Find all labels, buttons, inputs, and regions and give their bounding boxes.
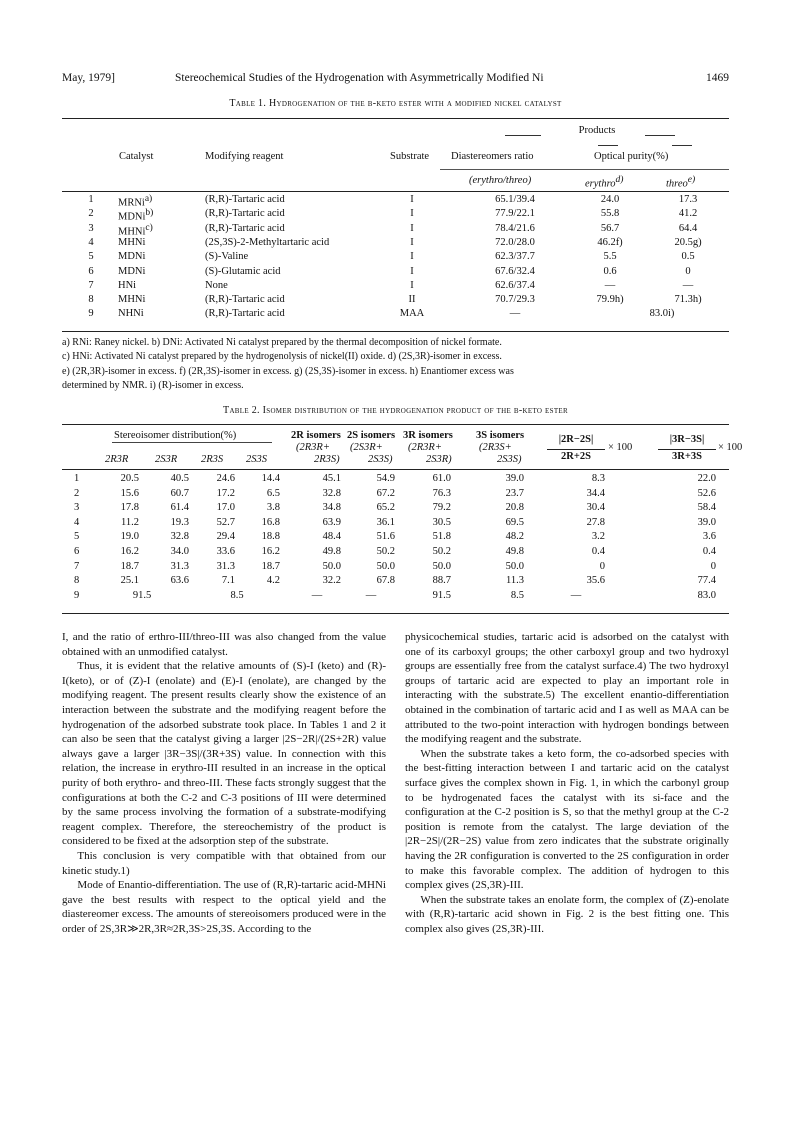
table1-subhead-rule <box>440 169 729 170</box>
erythro-cell: 0.6 <box>603 265 617 277</box>
col-2r-isomers-c: 2R3S) <box>314 454 340 465</box>
catalyst-cell: MDNi <box>118 251 146 263</box>
value-cell: 36.1 <box>376 516 395 528</box>
ratio2-bar <box>658 449 716 450</box>
threo-cell: 0.5 <box>681 251 695 263</box>
value-cell: 18.7 <box>120 560 139 572</box>
modifier-cell: (R,R)-Tartaric acid <box>205 308 285 320</box>
value-cell: 35.6 <box>586 575 605 587</box>
modifier-cell: (R,R)-Tartaric acid <box>205 222 285 234</box>
value-cell: 20.5 <box>120 473 139 484</box>
value-cell: 63.9 <box>322 516 341 528</box>
ratio2-numerator: |3R−3S| <box>669 434 705 445</box>
value-cell: 32.2 <box>322 575 341 587</box>
value-cell: — <box>365 589 377 601</box>
value-cell: 0 <box>710 560 716 572</box>
table1-bottom-rule <box>62 331 729 332</box>
row-number: 1 <box>74 473 80 484</box>
value-cell: 91.5 <box>132 589 152 601</box>
row-number: 4 <box>74 516 80 528</box>
value-cell: 49.8 <box>322 546 341 557</box>
row-number: 9 <box>74 589 80 601</box>
row-number: 7 <box>88 279 94 291</box>
modifier-cell: (R,R)-Tartaric acid <box>205 194 285 205</box>
erythro-cell: 46.2f) <box>597 236 623 248</box>
modifying-header: Modifying reagent <box>205 151 284 162</box>
value-cell: 0 <box>599 560 605 572</box>
ratio-cell: 78.4/21.6 <box>495 222 535 234</box>
value-cell: 30.5 <box>432 516 451 528</box>
col-3s-isomers-c: 2S3S) <box>497 454 522 465</box>
optical-brace-left <box>598 145 618 146</box>
row-number: 5 <box>74 531 80 543</box>
running-head <box>62 72 729 84</box>
value-cell: 11.2 <box>121 516 139 528</box>
value-cell: 17.2 <box>216 487 235 499</box>
col-2s-isomers-b: (2S3R+ <box>350 442 383 453</box>
row-number: 2 <box>74 487 80 499</box>
value-cell: — <box>570 589 582 601</box>
value-cell: 8.3 <box>591 473 605 484</box>
value-cell: 16.2 <box>120 546 139 557</box>
value-cell: 17.0 <box>216 502 235 514</box>
value-cell: 34.0 <box>170 546 189 557</box>
value-cell: 67.2 <box>376 487 395 499</box>
value-cell: 4.2 <box>266 575 280 587</box>
value-cell: 54.9 <box>376 473 395 484</box>
value-cell: 32.8 <box>170 531 189 543</box>
table1-top-rule <box>62 118 729 119</box>
erythro-cell: 55.8 <box>600 208 620 220</box>
header-title: Stereochemical Studies of the Hydrogenation with Asymmetrically Modified Ni <box>175 72 544 84</box>
footnote-line: determined by NMR. i) (R)-isomer in excess. <box>62 379 244 391</box>
col-2s3r: 2S3R <box>155 454 178 465</box>
products-brace-left <box>505 135 541 136</box>
value-cell: 16.2 <box>261 546 280 557</box>
value-cell: 7.1 <box>221 575 235 587</box>
value-cell: 61.0 <box>432 473 451 484</box>
row-number: 6 <box>88 265 94 277</box>
col-3r-isomers-c: 2S3R) <box>426 454 452 465</box>
modifier-cell: (S)-Glutamic acid <box>205 265 281 277</box>
value-cell: 39.0 <box>697 516 716 528</box>
substrate-cell: I <box>410 251 414 263</box>
substrate-cell: II <box>408 294 416 306</box>
value-cell: 20.8 <box>505 502 524 514</box>
catalyst-cell: MDNi$^{b)}$ <box>118 208 154 223</box>
col-2s3s: 2S3S <box>246 454 267 465</box>
value-cell: 11.3 <box>506 575 524 587</box>
col-2r-isomers-b: (2R3R+ <box>296 442 330 453</box>
value-cell: 51.8 <box>432 531 451 543</box>
ratio1-bar <box>547 449 605 450</box>
value-cell: 48.2 <box>505 531 524 543</box>
threo-sup: e) <box>687 175 696 185</box>
threo-cell: — <box>682 279 694 291</box>
value-cell: 52.7 <box>216 516 235 528</box>
catalyst-sup: c) <box>145 222 153 233</box>
table1-header-rule <box>62 191 729 192</box>
body-paragraph: I, and the ratio of erthro-III/threo-III was also changed from the value obtained with an unmodified catalyst. <box>62 631 386 658</box>
substrate-cell: I <box>410 236 414 248</box>
modifier-cell: (R,R)-Tartaric acid <box>205 208 285 220</box>
value-cell: 3.8 <box>266 502 280 514</box>
value-cell: 48.4 <box>322 531 341 543</box>
substrate-header: Substrate <box>390 151 430 162</box>
ratio1-times: × 100 <box>608 442 633 453</box>
catalyst-cell: MHNi <box>118 294 146 306</box>
value-cell: 63.6 <box>170 575 189 587</box>
col-3r-isomers: 3R isomers <box>403 430 453 441</box>
stereo-rule <box>112 442 272 443</box>
products-header: Products <box>578 125 616 136</box>
value-cell: 40.5 <box>170 473 189 484</box>
row-number: 8 <box>74 575 80 587</box>
row-number: 3 <box>74 502 80 514</box>
catalyst-cell: HNi <box>118 279 137 291</box>
value-cell: 30.4 <box>586 502 605 514</box>
value-cell: 50.0 <box>505 560 524 572</box>
threo-cell: 64.4 <box>678 222 698 234</box>
catalyst-sup: b) <box>145 208 154 219</box>
substrate-cell: I <box>410 208 414 220</box>
value-cell: 14.4 <box>261 473 280 484</box>
col-3r-isomers-b: (2R3R+ <box>408 442 442 453</box>
value-cell: 3.6 <box>702 531 716 543</box>
value-cell: 65.2 <box>376 502 395 514</box>
threo-label: threo <box>666 178 688 190</box>
value-cell: 79.2 <box>432 502 451 514</box>
col-2r3s: 2R3S <box>201 454 224 465</box>
substrate-cell: I <box>410 194 414 205</box>
erythro-subheader <box>585 175 623 190</box>
modifier-cell: (S)-Valine <box>205 251 249 263</box>
value-cell: 19.0 <box>120 531 139 543</box>
value-cell: 0.4 <box>591 546 605 557</box>
value-cell: 17.8 <box>120 502 139 514</box>
col-2s-isomers: 2S isomers <box>347 430 396 441</box>
value-cell: — <box>311 589 323 601</box>
value-cell: 31.3 <box>216 560 235 572</box>
substrate-cell: I <box>410 265 414 277</box>
value-cell: 27.8 <box>586 516 605 528</box>
modifier-cell: None <box>205 279 228 291</box>
value-cell: 15.6 <box>120 487 139 499</box>
value-cell: 49.8 <box>505 546 524 557</box>
ratio-cell: 62.3/37.7 <box>495 251 535 263</box>
table2-bottom-rule <box>62 613 729 614</box>
value-cell: 91.5 <box>432 589 451 601</box>
catalyst-sup: a) <box>144 194 153 204</box>
threo-cell: 17.3 <box>678 194 698 205</box>
value-cell: 8.5 <box>230 589 244 601</box>
value-cell: 50.2 <box>376 546 395 557</box>
erythro-sup: d) <box>615 175 624 185</box>
value-cell: 6.5 <box>266 487 280 499</box>
value-cell: 33.6 <box>216 546 235 557</box>
value-cell: 69.5 <box>505 516 524 528</box>
value-cell: 34.8 <box>322 502 341 514</box>
value-cell: 24.6 <box>216 473 235 484</box>
table2-header-rule <box>62 469 729 470</box>
col-2r-isomers: 2R isomers <box>291 430 341 441</box>
optical-brace-right <box>672 145 692 146</box>
value-cell: 50.0 <box>322 560 341 572</box>
col-3s-isomers: 3S isomers <box>476 430 525 441</box>
value-cell: 83.0 <box>697 589 716 601</box>
footnote-line: e) (2R,3R)-isomer in excess. f) (2R,3S)-isomer in excess. g) (2S,3S)-isomer in excess. h) Enantiomer excess was <box>62 365 514 377</box>
value-cell: 77.4 <box>697 575 716 587</box>
optical-purity-header: Optical purity(%) <box>594 151 669 162</box>
value-cell: 22.0 <box>697 473 716 484</box>
value-cell: 50.0 <box>432 560 451 572</box>
threo-subheader <box>666 175 695 190</box>
value-cell: 39.0 <box>505 473 524 484</box>
table2-top-rule <box>62 424 729 425</box>
diastereomers-header: Diastereomers ratio <box>451 151 534 162</box>
value-cell: 16.8 <box>261 516 280 528</box>
table1-caption: Table 1. Hydrogenation of the β-keto ester with a modified nickel catalyst <box>229 98 562 109</box>
catalyst-cell: MRNi$^{a)}$ <box>118 194 153 209</box>
row-number: 1 <box>88 194 94 205</box>
body-paragraph: When the substrate takes a keto form, the co-adsorbed species with the best-fitting interaction between I and tartaric acid on the catalyst surface gives the complex shown in Fig. 1, in which the carbonyl group to be hydrogenated faces the catalyst with its si-face and the configuration at the C-2 position is S, so that the methyl group at the C-2 position is remote from the catalyst. The large deviation of the |2R−2S|/(2R−2S) value from zero indicates that the substrate originally having the 2R configuration is converted to the 2S configuration in order to make this favorable complex. The addition of hydrogen to this complex gives (2S,3R)-III. <box>405 747 729 892</box>
ratio-cell: 70.7/29.3 <box>495 294 535 306</box>
footnote-line: a) RNi: Raney nickel. b) DNi: Activated Ni catalyst prepared by the thermal decomposition of nickel formate. <box>62 337 502 348</box>
value-cell: 3.2 <box>591 531 605 543</box>
modifier-cell: (R,R)-Tartaric acid <box>205 294 285 306</box>
catalyst-cell: MHNi <box>118 236 146 248</box>
erythro-cell: — <box>604 279 616 291</box>
body-paragraph: physicochemical studies, tartaric acid is adsorbed on the catalyst with one of its carboxyl groups; the other carboxyl group and two hydroxyl groups are essentially free from the catalyst surface.4) The two hydroxyl groups of tartaric acid are expected to play an important role in interacting with the substrate.5) The excellent enantio-differentiation obtained in the combination of tartaric acid and I as well as MAA can be attributed to the two-point interaction with hydrogen bondings between the modifying reagent and the substrate. <box>405 631 729 746</box>
threo-cell: 0 <box>685 265 691 277</box>
value-cell: 50.0 <box>376 560 395 572</box>
value-cell: 50.2 <box>432 546 451 557</box>
value-cell: 25.1 <box>120 575 139 587</box>
col-2r3r: 2R3R <box>105 454 129 465</box>
value-cell: 8.5 <box>510 589 524 601</box>
value-cell: 61.4 <box>170 502 189 514</box>
footnote-line: c) HNi: Activated Ni catalyst prepared by the hydrogenolysis of nickel(II) oxide. d) (2S,3R)-isomer in excess. <box>62 351 502 363</box>
value-cell: 19.3 <box>170 516 189 528</box>
value-cell: 60.7 <box>170 487 189 499</box>
body-paragraph: Thus, it is evident that the relative amounts of (S)-I (keto) and (R)-I(keto), or of (Z)-I (enolate) and (E)-I (enolate), are changed by the modifying reagent. The present results clearly show the existence of an interaction between the substrate and the modifying reagent before the hydrogenation of the adsorbed substrate took place. In Tables 1 and 2 it can also be seen that the catalyst giving a larger |2S−2R|/(2S+2R) value always gave a larger |3R−3S|/(3R+3S) value. In connection with this relation, the increase in erythro-III resulted in an increase in the optical purity of both erythro- and threo-III. These facts strongly suggest that the configurations at both the C-2 and C-3 positions of III were determined by the same process involving the formation of a substrate-modifying reagent complex. Therefore, the stereochemistry of the product is considered to be fixed at the adsorption step of the substrate. <box>62 660 386 848</box>
value-cell: 31.3 <box>170 560 189 572</box>
body-paragraph: Mode of Enantio-differentiation. The use of (R,R)-tartaric acid-MHNi gave the best results with respect to the optical yield and the diastereomer excess. The amounts of stereoisomers produced were in the order of 2S,3R≫2R,3R≈2R,3S>2S,3S. According to the <box>62 879 386 935</box>
header-date: May, 1979] <box>62 72 115 84</box>
ratio1-numerator: |2R−2S| <box>558 434 594 445</box>
value-cell: 23.7 <box>505 487 524 499</box>
ratio-cell: 65.1/39.4 <box>495 194 535 205</box>
modifier-cell: (2S,3S)-2-Methyltartaric acid <box>205 236 330 248</box>
threo-cell: 20.5g) <box>674 236 702 248</box>
body-right-column <box>405 630 729 936</box>
ratio1-denominator: 2R+2S <box>561 451 591 462</box>
catalyst-cell: MHNi$^{c)}$ <box>118 222 153 238</box>
row-number: 3 <box>88 222 94 234</box>
table2-caption: Table 2. Isomer distribution of the hydrogenation product of the β-keto ester <box>223 405 568 416</box>
value-cell: 29.4 <box>216 531 235 543</box>
ratio-cell: 67.6/32.4 <box>495 265 535 277</box>
row-number: 8 <box>88 294 94 306</box>
col-3s-isomers-b: (2R3S+ <box>479 442 512 453</box>
ratio2-times: × 100 <box>718 442 743 453</box>
diast-subheader: (erythro/threo) <box>469 175 532 186</box>
col-2s-isomers-c: 2S3S) <box>368 454 393 465</box>
ratio-cell: 77.9/22.1 <box>495 208 535 220</box>
value-cell: 51.6 <box>376 531 395 543</box>
value-cell: 45.1 <box>322 473 341 484</box>
ratio2-denominator: 3R+3S <box>672 451 702 462</box>
threo-cell: 71.3h) <box>674 294 702 306</box>
erythro-cell: 24.0 <box>600 194 620 205</box>
ratio-cell: — <box>509 308 521 320</box>
body-paragraph: When the substrate takes an enolate form, the complex of (Z)-enolate with (R,R)-tartaric acid shown in Fig. 2 is the best fitting one. This complex also gives (2S,3R)-III. <box>405 893 729 935</box>
row-number: 7 <box>74 560 80 572</box>
value-cell: 52.6 <box>697 487 716 499</box>
row-number: 6 <box>74 546 80 557</box>
substrate-cell: MAA <box>399 308 425 320</box>
value-cell: 76.3 <box>432 487 451 499</box>
substrate-cell: I <box>410 222 414 234</box>
stereo-header: Stereoisomer distribution(%) <box>114 430 237 441</box>
value-cell: 32.8 <box>322 487 341 499</box>
value-cell: 18.7 <box>261 560 280 572</box>
erythro-cell: 5.5 <box>603 251 617 263</box>
row-number: 5 <box>88 251 94 263</box>
row-number: 2 <box>88 208 94 220</box>
page-number: 1469 <box>706 72 729 84</box>
row-number: 9 <box>88 308 94 320</box>
value-cell: 58.4 <box>697 502 716 514</box>
catalyst-cell: MDNi <box>118 265 146 277</box>
erythro-label: erythro <box>585 178 616 190</box>
value-cell: 34.4 <box>586 487 605 499</box>
products-brace-right <box>645 135 675 136</box>
row-number: 4 <box>88 236 94 248</box>
body-paragraph: This conclusion is very compatible with that obtained from our kinetic study.1) <box>62 849 386 877</box>
catalyst-header: Catalyst <box>119 151 154 162</box>
table1-footnotes <box>62 336 729 393</box>
threo-cell: 41.2 <box>678 208 698 220</box>
body-left-column <box>62 630 386 936</box>
row9-purity: 83.0i) <box>649 308 675 320</box>
substrate-cell: I <box>410 279 414 291</box>
value-cell: 0.4 <box>702 546 716 557</box>
erythro-cell: 79.9h) <box>596 294 624 306</box>
ratio-cell: 62.6/37.4 <box>495 279 535 291</box>
value-cell: 18.8 <box>261 531 280 543</box>
value-cell: 88.7 <box>432 575 451 587</box>
ratio-cell: 72.0/28.0 <box>495 236 535 248</box>
catalyst-cell: NHNi <box>118 308 144 320</box>
value-cell: 67.8 <box>376 575 395 587</box>
erythro-cell: 56.7 <box>600 222 620 234</box>
